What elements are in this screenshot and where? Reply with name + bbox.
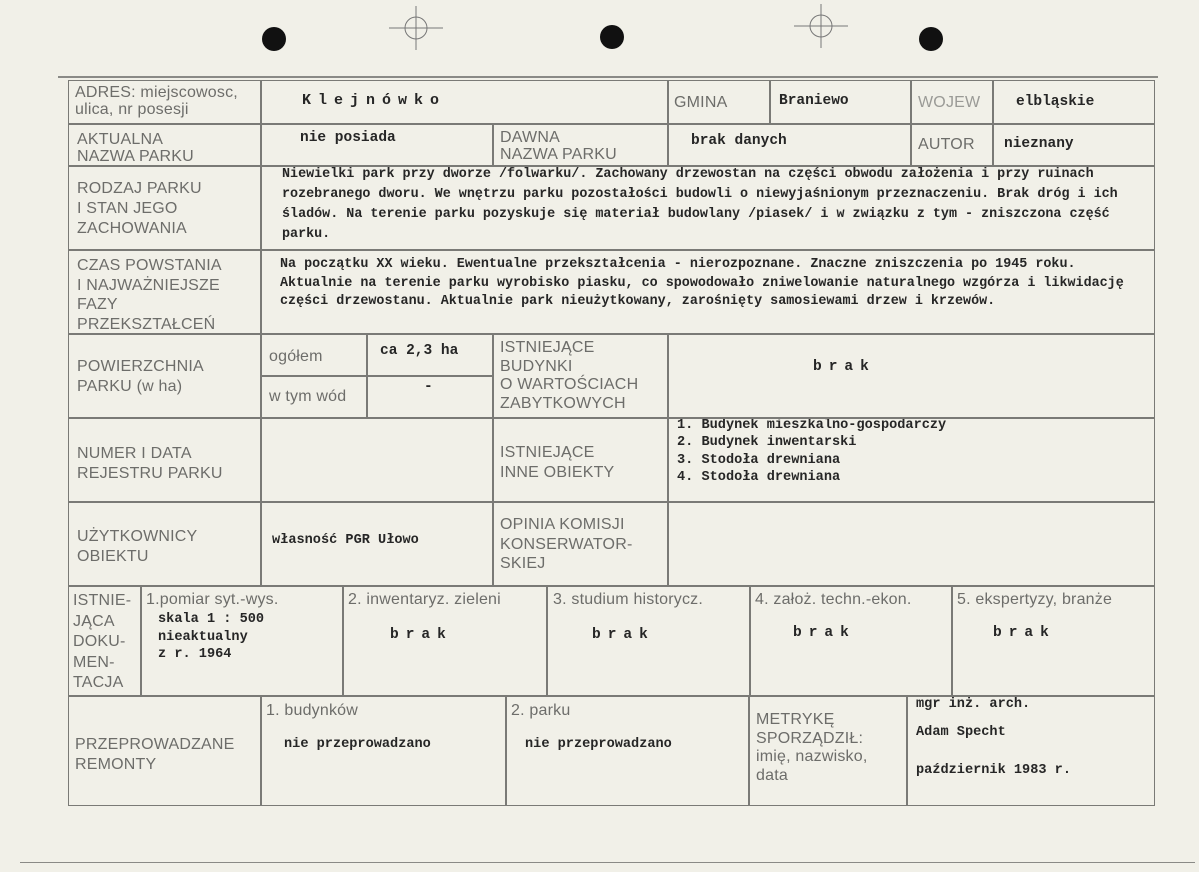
other-object-item: 3. Stodoła drewniana — [677, 453, 841, 468]
doc-technical-cell — [750, 586, 952, 696]
doc-history-cell — [547, 586, 750, 696]
history-label: CZAS POWSTANIA I NAJWAŻNIEJSZE FAZY PRZEKSZTAŁCEŃ — [77, 257, 222, 333]
author-label: AUTOR — [918, 136, 975, 153]
park-type-cell — [261, 166, 1155, 250]
bottom-rule — [20, 862, 1195, 863]
doc-survey-label: 1.pomiar syt.-wys. — [146, 591, 279, 608]
history-label-cell — [68, 250, 261, 334]
doc-greenery-label: 2. inwentaryz. zieleni — [348, 591, 501, 608]
former-name-value: brak danych — [691, 133, 787, 149]
punch-hole — [919, 27, 943, 51]
punch-hole — [262, 27, 286, 51]
opinion-label-cell — [493, 502, 668, 586]
users-value: własność PGR Ułowo — [272, 533, 419, 548]
other-objects-cell — [668, 418, 1155, 502]
other-objects-label-cell — [493, 418, 668, 502]
registration-mark-icon — [389, 6, 443, 50]
renovations-buildings-cell — [261, 696, 506, 806]
doc-survey-value: skala 1 : 500 nieaktualny z r. 1964 — [158, 612, 265, 662]
area-water-cell — [367, 376, 493, 418]
current-name-cell — [261, 124, 493, 166]
author-cell — [993, 124, 1155, 166]
register-label: NUMER I DATA REJESTRU PARKU — [77, 445, 223, 482]
wojew-cell — [993, 80, 1155, 124]
historic-buildings-value: brak — [813, 359, 876, 375]
current-name-label-cell — [68, 124, 261, 166]
compiled-by-label: METRYKĘ SPORZĄDZIŁ: imię, nazwisko, data — [756, 711, 868, 784]
registration-mark-icon — [794, 4, 848, 48]
opinion-cell — [668, 502, 1155, 586]
former-name-label: DAWNA NAZWA PARKU — [500, 129, 617, 163]
address-label: ADRES: miejscowosc, ulica, nr posesji — [75, 84, 238, 118]
park-type-label-cell — [68, 166, 261, 250]
author-value: nieznany — [1004, 136, 1074, 152]
renovations-park-label: 2. parku — [511, 702, 571, 719]
compiled-by-label-cell — [749, 696, 907, 806]
doc-expertise-cell — [952, 586, 1155, 696]
park-type-value: Niewielki park przy dworze /folwarku/. Zachowany drzewostan na części obwodu założenia i przy ruinach rozebranego dworu. We wnętrzu parku pozostałości budowli o niewyjaśnionym przeznaczeniu. Brak dróg i ich śladów. Na terenie parku pozyskuje się materiał budowlany /piasek/ i w związku z tym - zniszczona część parku. — [282, 167, 1118, 242]
documentation-label: ISTNIE- JĄCA DOKU- MEN- TACJA — [73, 592, 132, 691]
doc-history-value: brak — [592, 627, 655, 643]
users-label: UŻYTKOWNICY OBIEKTU — [77, 528, 198, 565]
register-label-cell — [68, 418, 261, 502]
punch-hole — [600, 25, 624, 49]
top-rule — [58, 76, 1158, 78]
wojew-label-cell — [911, 80, 993, 124]
address-label-cell — [68, 80, 261, 124]
gmina-cell — [770, 80, 911, 124]
other-object-item: 1. Budynek mieszkalno-gospodarczy — [677, 418, 947, 433]
other-objects-label: ISTNIEJĄCE INNE OBIEKTY — [500, 444, 615, 481]
area-water-value: - — [424, 379, 433, 395]
historic-buildings-label: ISTNIEJĄCE BUDYNKI O WARTOŚCIACH ZABYTKOWYCH — [500, 339, 639, 412]
opinion-label: OPINIA KOMISJI KONSERWATOR- SKIEJ — [500, 516, 633, 572]
former-name-cell — [668, 124, 911, 166]
renovations-park-value: nie przeprowadzano — [525, 737, 672, 752]
gmina-value: Braniewo — [779, 93, 849, 109]
other-object-item: 2. Budynek inwentarski — [677, 435, 857, 450]
historic-buildings-cell — [668, 334, 1155, 418]
gmina-label-cell — [668, 80, 770, 124]
compiled-by-cell — [907, 696, 1155, 806]
renovations-buildings-value: nie przeprowadzano — [284, 737, 431, 752]
compiled-by-name: Adam Specht — [916, 725, 1006, 740]
locality-cell — [261, 80, 668, 124]
users-label-cell — [68, 502, 261, 586]
renovations-label: PRZEPROWADZANE REMONTY — [75, 736, 235, 773]
documentation-label-cell — [68, 586, 141, 696]
users-cell — [261, 502, 493, 586]
area-total-label: ogółem — [269, 348, 323, 365]
renovations-buildings-label: 1. budynków — [266, 702, 359, 719]
area-label-cell — [68, 334, 261, 418]
renovations-label-cell — [68, 696, 261, 806]
compiled-by-title: mgr inż. arch. — [916, 697, 1031, 712]
doc-expertise-value: brak — [993, 625, 1056, 641]
doc-technical-value: brak — [793, 625, 856, 641]
doc-history-label: 3. studium historycz. — [553, 591, 704, 608]
doc-survey-cell — [141, 586, 343, 696]
register-cell — [261, 418, 493, 502]
area-water-label-cell — [261, 376, 367, 418]
current-name-value: nie posiada — [300, 130, 396, 146]
area-total-cell — [367, 334, 493, 376]
doc-expertise-label: 5. ekspertyzy, branże — [957, 591, 1113, 608]
gmina-label: GMINA — [674, 94, 728, 111]
doc-greenery-value: brak — [390, 627, 453, 643]
area-total-label-cell — [261, 334, 367, 376]
other-object-item: 4. Stodoła drewniana — [677, 470, 841, 485]
compiled-by-date: październik 1983 r. — [916, 763, 1071, 778]
wojew-value: elbląskie — [1016, 94, 1095, 110]
author-label-cell — [911, 124, 993, 166]
doc-greenery-cell — [343, 586, 547, 696]
former-name-label-cell — [493, 124, 668, 166]
area-label: POWIERZCHNIA PARKU (w ha) — [77, 358, 204, 395]
current-name-label: AKTUALNA NAZWA PARKU — [77, 131, 194, 165]
area-total-value: ca 2,3 ha — [380, 343, 459, 359]
locality-value: Klejnówko — [302, 92, 447, 109]
history-cell — [261, 250, 1155, 334]
renovations-park-cell — [506, 696, 749, 806]
history-value: Na początku XX wieku. Ewentualne przekształcenia - nierozpoznane. Znaczne zniszczenia po 1945 roku. Aktualnie na terenie parku wyrobisko piasku, co spowodowało zniwelowanie naturalnego wzgórza i likwidację części drzewostanu. Aktualnie park nieużytkowany, zarośnięty samosiewami drzew i krzewów. — [280, 257, 1124, 309]
wojew-label: WOJEW — [918, 94, 981, 111]
doc-technical-label: 4. założ. techn.-ekon. — [755, 591, 912, 608]
historic-buildings-label-cell — [493, 334, 668, 418]
park-type-label: RODZAJ PARKU I STAN JEGO ZACHOWANIA — [77, 180, 202, 237]
area-water-label: w tym wód — [269, 388, 347, 405]
